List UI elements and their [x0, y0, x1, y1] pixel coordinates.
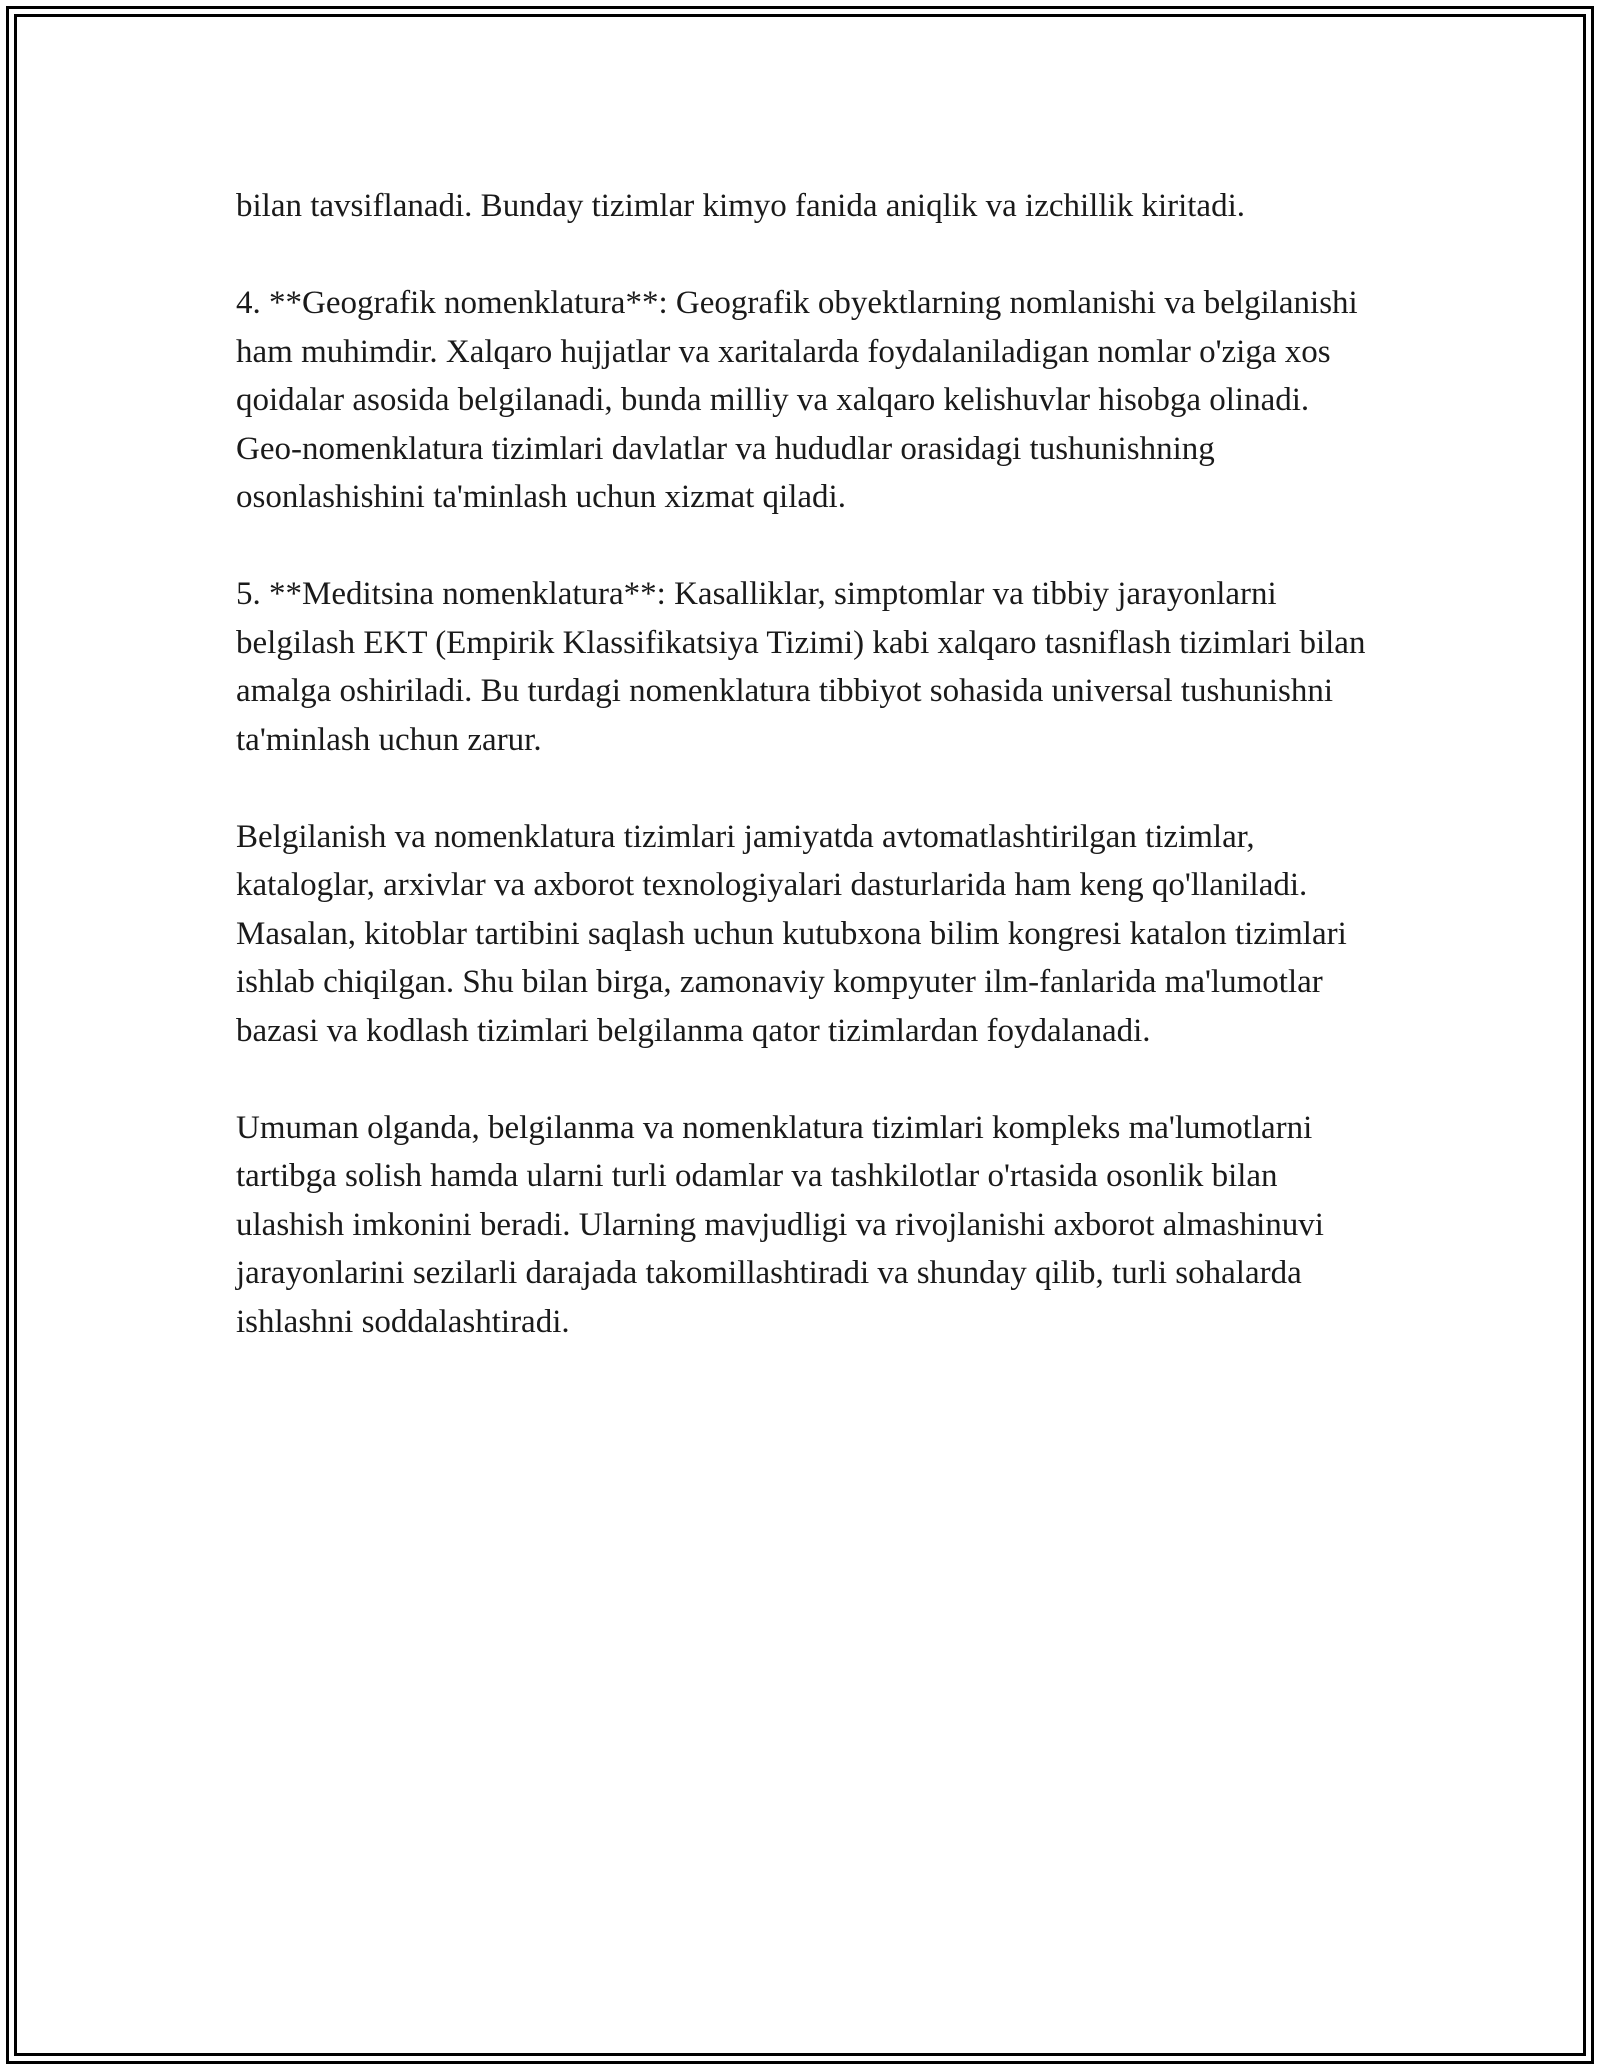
- paragraph-medical-nomenclature: 5. **Meditsina nomenklatura**: Kasalliklar, simptomlar va tibbiy jarayonlarni belgilash EKT (Empirik Klassifikatsiya Tizimi) kabi xalqaro tasniflash tizimlari bilan amalga oshiriladi. Bu turdagi nomenklatura tibbiyot sohasida universal tushunishni ta'minlash uchun zarur.: [236, 576, 1366, 758]
- paragraph-geographic-nomenclature: 4. **Geografik nomenklatura**: Geografik obyektlarning nomlanishi va belgilanishi ham muhimdir. Xalqaro hujjatlar va xaritalarda foydalaniladigan nomlar o'ziga xos qoidalar asosida belgilanadi, bunda milliy va xalqaro kelishuvlar hisobga olinadi. Geo-nomenklatura tizimlari davlatlar va hududlar orasidagi tushunishning osonlashishini ta'minlash uchun xizmat qiladi.: [236, 285, 1358, 515]
- paragraph-continuation: bilan tavsiflanadi. Bunday tizimlar kimyo fanida aniqlik va izchillik kiritadi.: [236, 188, 1245, 224]
- document-body: [236, 182, 1376, 1395]
- paragraph-applications: Belgilanish va nomenklatura tizimlari jamiyatda avtomatlashtirilgan tizimlar, kataloglar, arxivlar va axborot texnologiyalari dasturlarida ham keng qo'llaniladi. Masalan, kitoblar tartibini saqlash uchun kutubxona bilim kongresi katalon tizimlari ishlab chiqilgan. Shu bilan birga, zamonaviy kompyuter ilm-fanlarida ma'lumotlar bazasi va kodlash tizimlari belgilanma qator tizimlardan foydalanadi.: [236, 818, 1347, 1049]
- paragraph-conclusion: Umuman olganda, belgilanma va nomenklatura tizimlari kompleks ma'lumotlarni tartibga solish hamda ularni turli odamlar va tashkilotlar o'rtasida osonlik bilan ulashish imkonini beradi. Ularning mavjudligi va rivojlanishi axborot almashinuvi jarayonlarini sezilarli darajada takomillashtiradi va shunday qilib, turli sohalarda ishlashni soddalashtiradi.: [236, 1109, 1324, 1340]
